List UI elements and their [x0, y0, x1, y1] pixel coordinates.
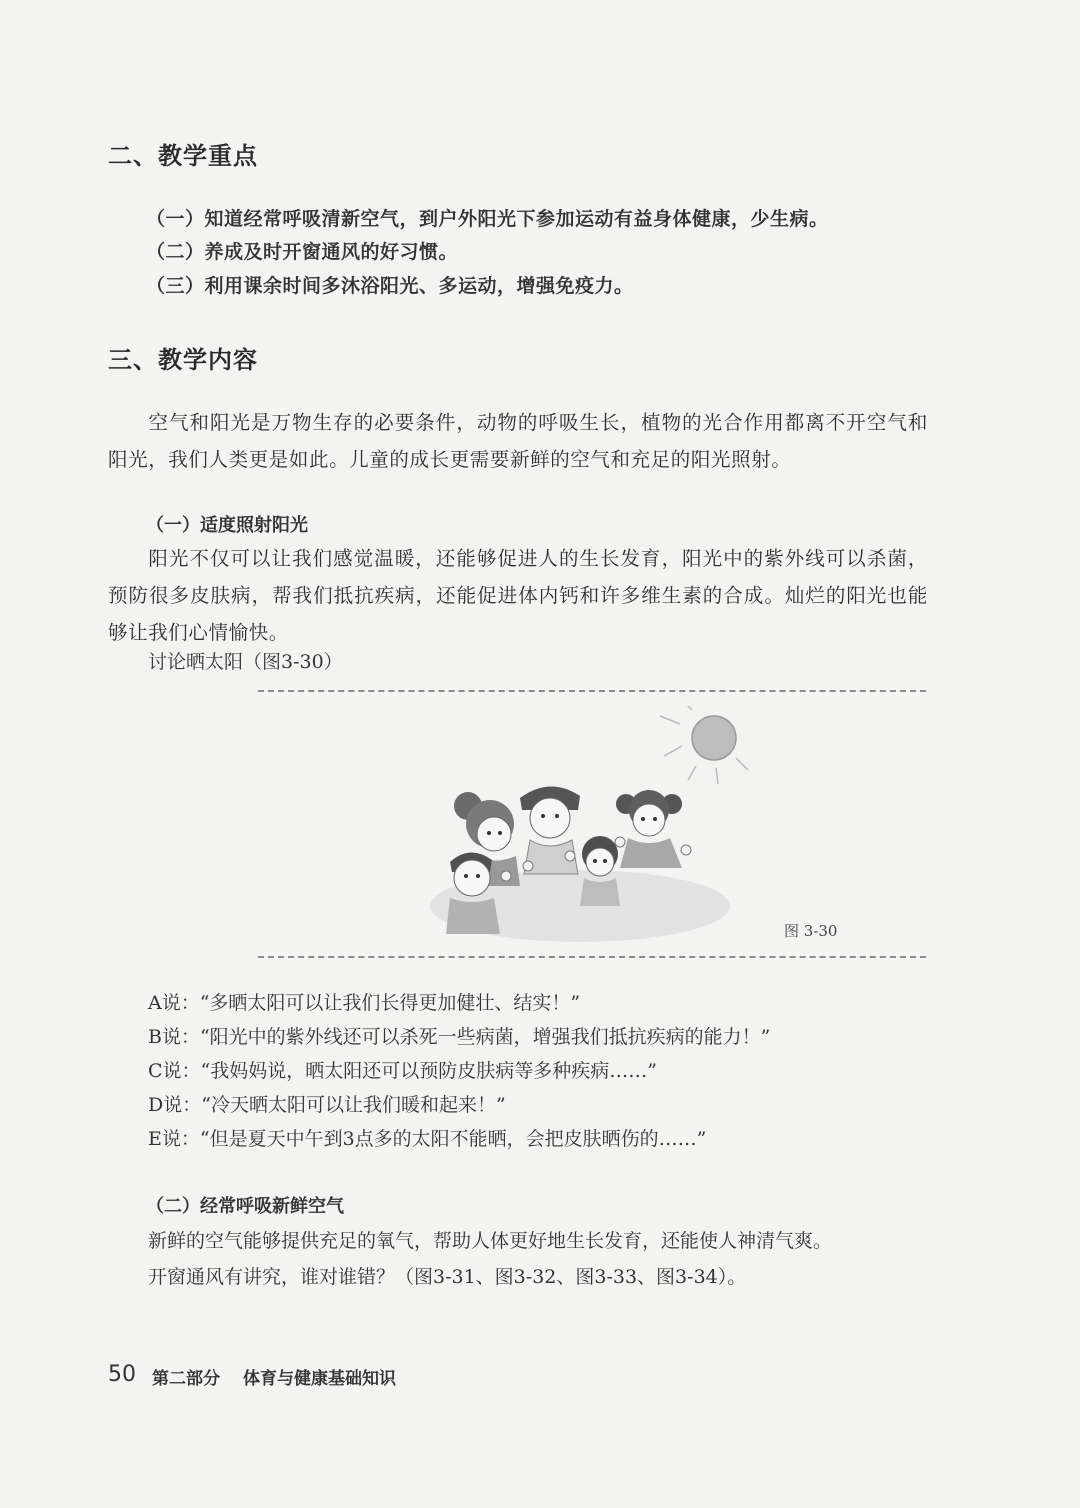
dialogue-c: C说：“我妈妈说，晒太阳还可以预防皮肤病等多种疾病……” [148, 1060, 657, 1082]
sun-illustration [660, 706, 748, 784]
figure-bottom-border [258, 956, 926, 958]
footer-part: 第二部分 [152, 1369, 220, 1389]
discussion-label: 讨论晒太阳（图3-30） [148, 651, 343, 673]
figure-top-border [258, 690, 926, 692]
children-sunbathing-illustration [420, 706, 760, 944]
focus-point-2: （二）养成及时开窗通风的好习惯。 [146, 241, 459, 263]
page-number: 50 [108, 1362, 136, 1387]
intro-text: 空气和阳光是万物生存的必要条件，动物的呼吸生长，植物的光合作用都离不开空气和阳光，我们人类更是如此。儿童的成长更需要新鲜的空气和充足的阳光照射。 [108, 411, 928, 471]
fresh-air-line-1: 新鲜的空气能够提供充足的氧气，帮助人体更好地生长发育，还能使人神清气爽。 [148, 1230, 833, 1252]
dialogue-e: E说：“但是夏天中午到3点多的太阳不能晒，会把皮肤晒伤的……” [148, 1128, 707, 1150]
intro-paragraph [108, 404, 928, 478]
figure-caption: 图 3-30 [784, 922, 838, 940]
footer-part-title: 体育与健康基础知识 [243, 1369, 396, 1389]
subheading-fresh-air: （二）经常呼吸新鲜空气 [146, 1196, 344, 1217]
focus-point-1: （一）知道经常呼吸清新空气，到户外阳光下参加运动有益身体健康，少生病。 [146, 208, 829, 230]
dialogue-b: B说：“阳光中的紫外线还可以杀死一些病菌，增强我们抵抗疾病的能力！” [148, 1026, 771, 1048]
focus-point-3: （三）利用课余时间多沐浴阳光、多运动，增强免疫力。 [146, 275, 634, 297]
fresh-air-line-2: 开窗通风有讲究，谁对谁错？（图3-31、图3-32、图3-33、图3-34）。 [148, 1266, 747, 1288]
dialogue-d: D说：“冷天晒太阳可以让我们暖和起来！” [148, 1094, 506, 1116]
section-heading-teaching-focus: 二、教学重点 [108, 142, 258, 170]
child-3 [616, 790, 682, 868]
sunlight-paragraph [108, 540, 928, 651]
dialogue-a: A说：“多晒太阳可以让我们长得更加健壮、结实！” [148, 992, 581, 1014]
sunlight-text: 阳光不仅可以让我们感觉温暖，还能够促进人的生长发育，阳光中的紫外线可以杀菌，预防很多皮肤病，帮我们抵抗疾病，还能促进体内钙和许多维生素的合成。灿烂的阳光也能够让我们心情愉快。 [108, 547, 928, 644]
subheading-sunlight: （一）适度照射阳光 [146, 515, 308, 536]
section-heading-teaching-content: 三、教学内容 [108, 346, 258, 374]
